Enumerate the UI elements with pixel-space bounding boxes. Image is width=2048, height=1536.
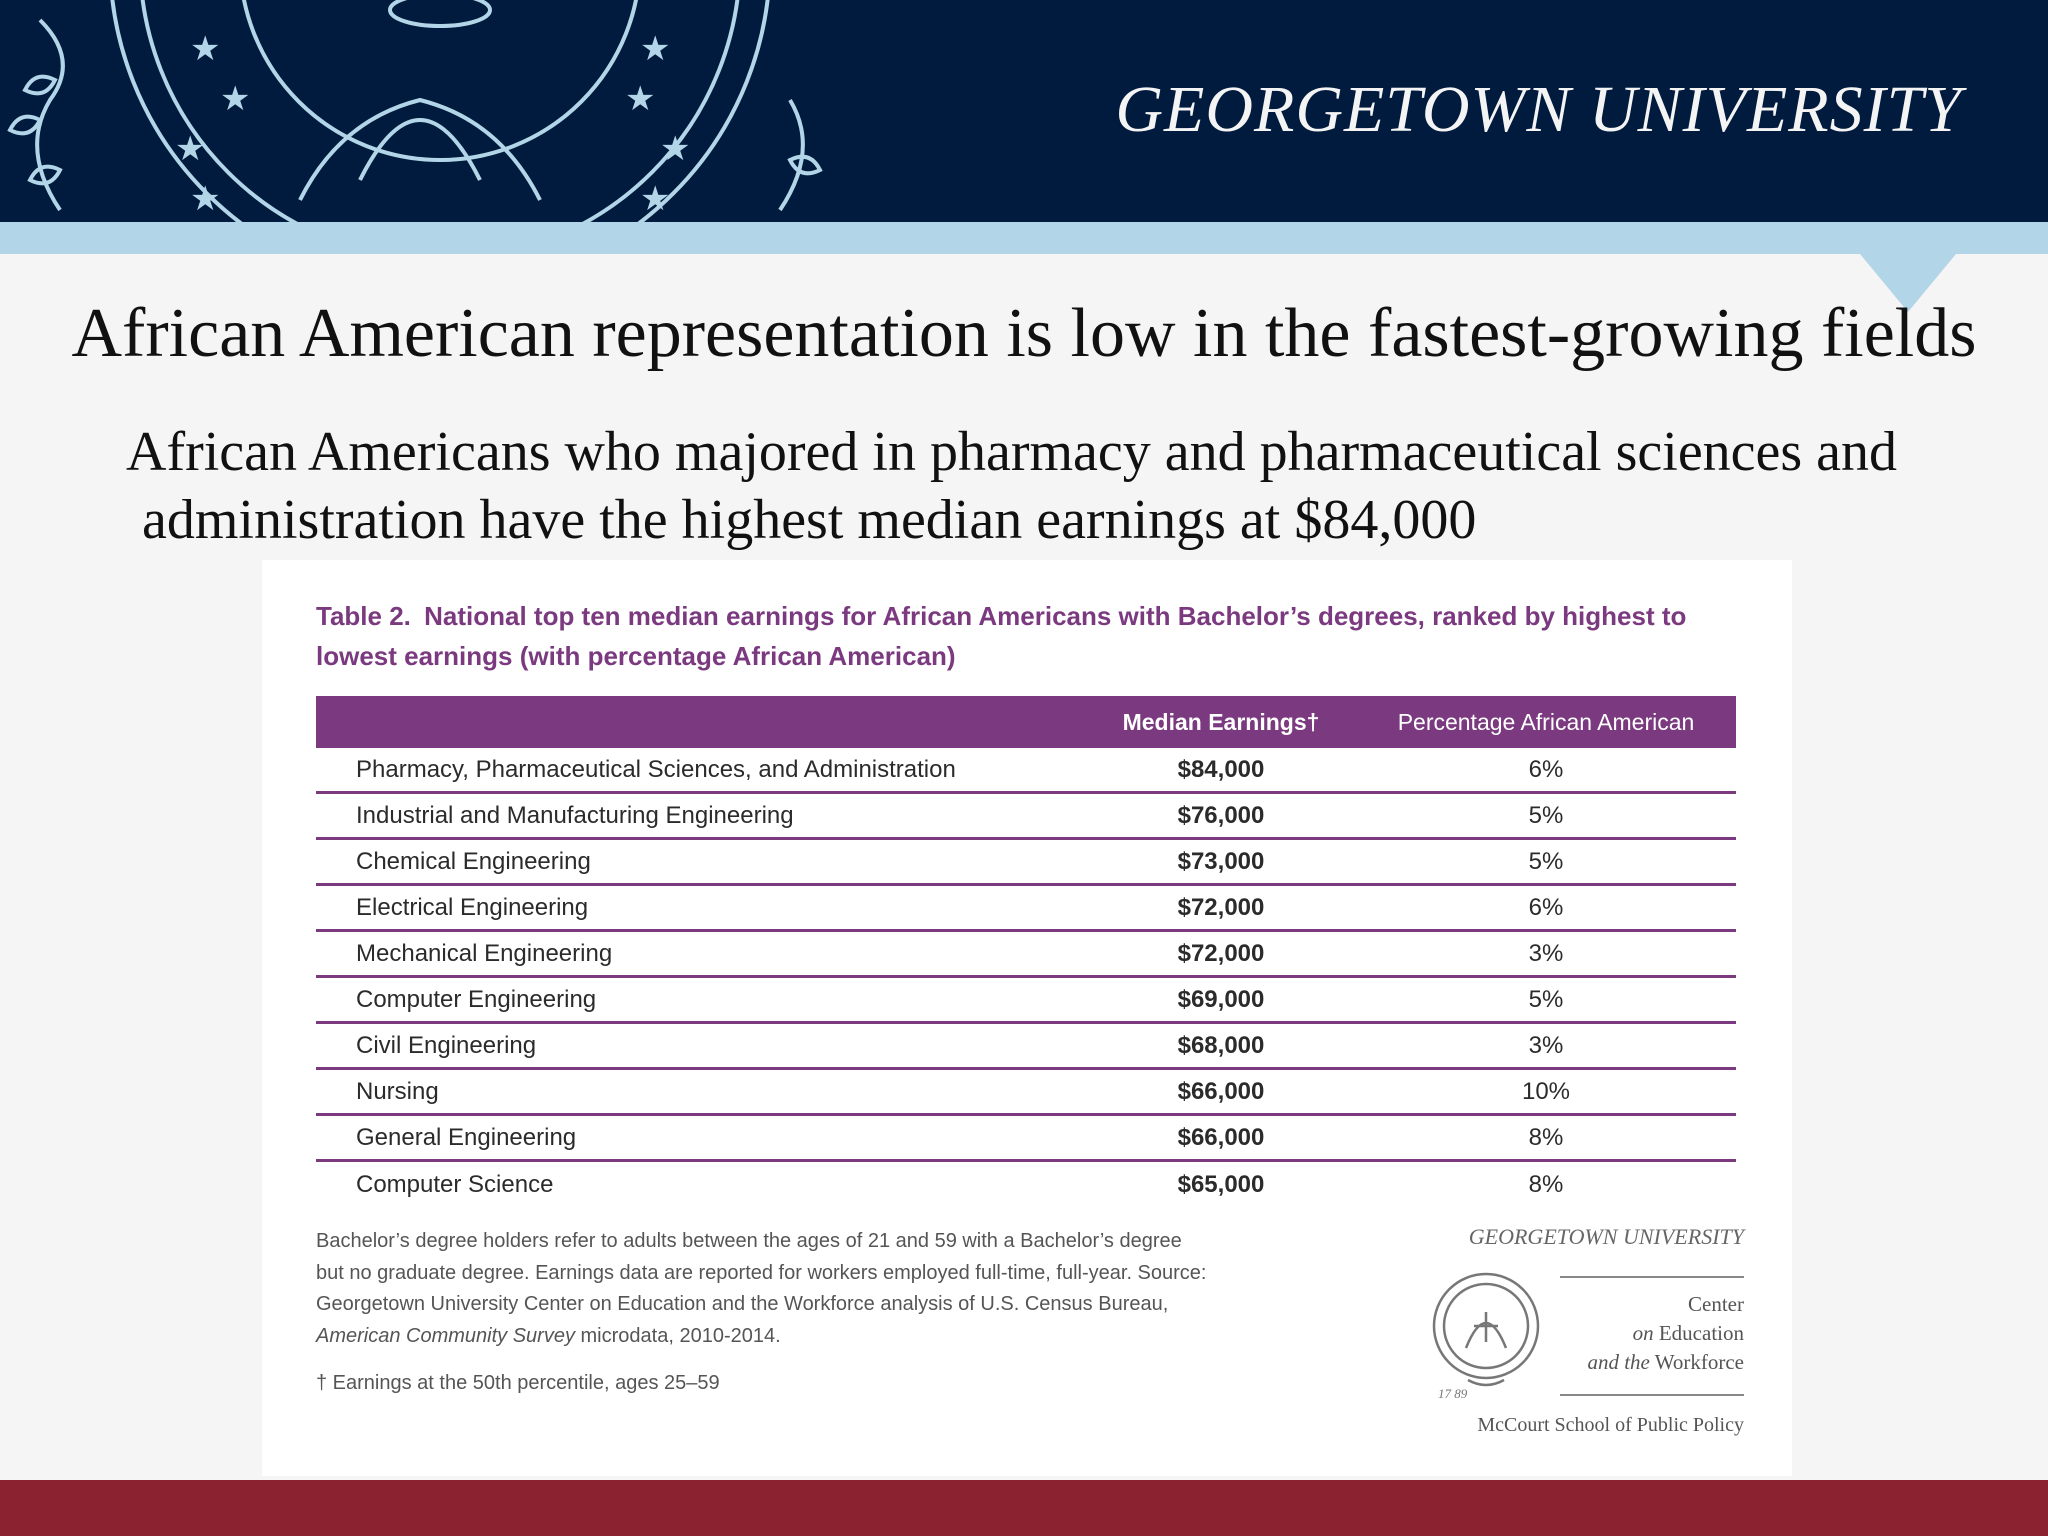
logo-line-workforce [1587, 1348, 1744, 1377]
percentage-african-american: 5% [1528, 847, 1564, 875]
slide-title: African American representation is low in the fastest-growing fields [71, 295, 1977, 372]
logo-line-center: Center [1688, 1292, 1744, 1316]
note-line-2: but no graduate degree. Earnings data are reported for workers employed full-time, full-year. Source: [316, 1261, 1207, 1284]
percentage-african-american: 8% [1528, 1123, 1564, 1151]
major-name: Computer Science [356, 1171, 554, 1198]
percentage-african-american: 6% [1528, 893, 1564, 921]
note-line-3: Georgetown University Center on Education and the Workforce analysis of U.S. Census Bureau, [316, 1293, 1169, 1315]
table-source-note [316, 1226, 1336, 1352]
svg-text:★: ★ [190, 29, 221, 69]
logo-rule-bottom [1560, 1394, 1744, 1396]
logo-and-the: and the [1587, 1350, 1650, 1374]
major-name: Chemical Engineering [356, 847, 591, 875]
table-row [316, 1116, 1736, 1162]
percentage-african-american: 8% [1528, 1171, 1564, 1198]
header-median-earnings: Median Earnings† [1122, 708, 1320, 735]
median-earnings: $65,000 [1177, 1171, 1265, 1198]
university-seal-graphic [0, 0, 830, 222]
svg-text:★: ★ [175, 129, 206, 169]
median-earnings: $66,000 [1177, 1077, 1265, 1105]
major-name: Electrical Engineering [356, 893, 589, 921]
logo-workforce: Workforce [1649, 1350, 1744, 1374]
note-line-1: Bachelor’s degree holders refer to adults between the ages of 21 and 59 with a Bachelor’s degree [316, 1230, 1182, 1252]
logo-line-education [1587, 1319, 1744, 1348]
table-row [316, 1070, 1736, 1116]
percentage-african-american: 5% [1528, 801, 1564, 829]
table-image-panel [262, 560, 1792, 1476]
table-row [316, 1024, 1736, 1070]
major-name: General Engineering [356, 1123, 577, 1151]
cew-logo [1428, 1224, 1744, 1444]
percentage-african-american: 5% [1528, 985, 1564, 1013]
svg-text:★: ★ [660, 129, 691, 169]
table-row [316, 932, 1736, 978]
table-caption [316, 596, 1736, 676]
logo-seal-icon [1428, 1268, 1544, 1404]
table-label: Table 2. [316, 601, 411, 631]
median-earnings: $66,000 [1177, 1123, 1265, 1151]
subtitle-line-1: African Americans who majored in pharmacy and pharmaceutical sciences and [126, 421, 1898, 483]
note-line-4-rest: microdata, 2010-2014. [574, 1324, 781, 1347]
logo-on: on [1632, 1321, 1654, 1345]
logo-center-text [1587, 1290, 1744, 1377]
table-row [316, 840, 1736, 886]
survey-name: American Community Survey [316, 1324, 575, 1347]
table-header-row [316, 696, 1736, 748]
percentage-african-american: 3% [1528, 939, 1564, 967]
major-name: Computer Engineering [356, 985, 597, 1013]
header-stripe [0, 222, 2048, 254]
major-name: Civil Engineering [356, 1031, 537, 1059]
earnings-table [316, 696, 1736, 1208]
svg-text:★: ★ [625, 79, 656, 119]
median-earnings: $76,000 [1177, 801, 1265, 829]
logo-education: Education [1653, 1321, 1744, 1345]
seal-year: 17 89 [1438, 1386, 1468, 1401]
median-earnings: $68,000 [1177, 1031, 1265, 1059]
slide-subtitle [126, 418, 1946, 554]
table-caption-text: National top ten median earnings for African Americans with Bachelor’s degrees, ranked by highest to lowest earnings (with percentage African American) [316, 601, 1687, 671]
major-name: Nursing [356, 1077, 439, 1105]
median-earnings: $72,000 [1177, 893, 1265, 921]
major-name: Pharmacy, Pharmaceutical Sciences, and Administration [356, 755, 956, 783]
svg-text:★: ★ [220, 79, 251, 119]
median-earnings: $72,000 [1177, 939, 1265, 967]
header-banner [0, 0, 2048, 222]
logo-university-name: GEORGETOWN UNIVERSITY [1468, 1224, 1744, 1249]
percentage-african-american: 10% [1521, 1077, 1571, 1105]
earnings-footnote: † Earnings at the 50th percentile, ages 25–59 [316, 1372, 720, 1394]
table-row [316, 748, 1736, 794]
table-row [316, 886, 1736, 932]
university-wordmark: GEORGETOWN UNIVERSITY [1115, 73, 1962, 146]
median-earnings: $73,000 [1177, 847, 1265, 875]
median-earnings: $69,000 [1177, 985, 1265, 1013]
svg-text:★: ★ [640, 29, 671, 69]
table-row [316, 1162, 1736, 1208]
header-percentage: Percentage African American [1397, 708, 1695, 735]
logo-school-name: McCourt School of Public Policy [1477, 1414, 1744, 1436]
percentage-african-american: 3% [1528, 1031, 1564, 1059]
percentage-african-american: 6% [1528, 755, 1564, 783]
subtitle-line-2: administration have the highest median earnings at $84,000 [142, 489, 1477, 551]
major-name: Industrial and Manufacturing Engineering [356, 801, 794, 829]
svg-text:★: ★ [640, 179, 671, 219]
svg-text:★: ★ [190, 179, 221, 219]
logo-rule-top [1560, 1276, 1744, 1278]
median-earnings: $84,000 [1177, 755, 1265, 783]
major-name: Mechanical Engineering [356, 939, 613, 967]
table-row [316, 978, 1736, 1024]
table-row [316, 794, 1736, 840]
footer-bar [0, 1480, 2048, 1536]
note-line-4 [316, 1321, 1336, 1353]
